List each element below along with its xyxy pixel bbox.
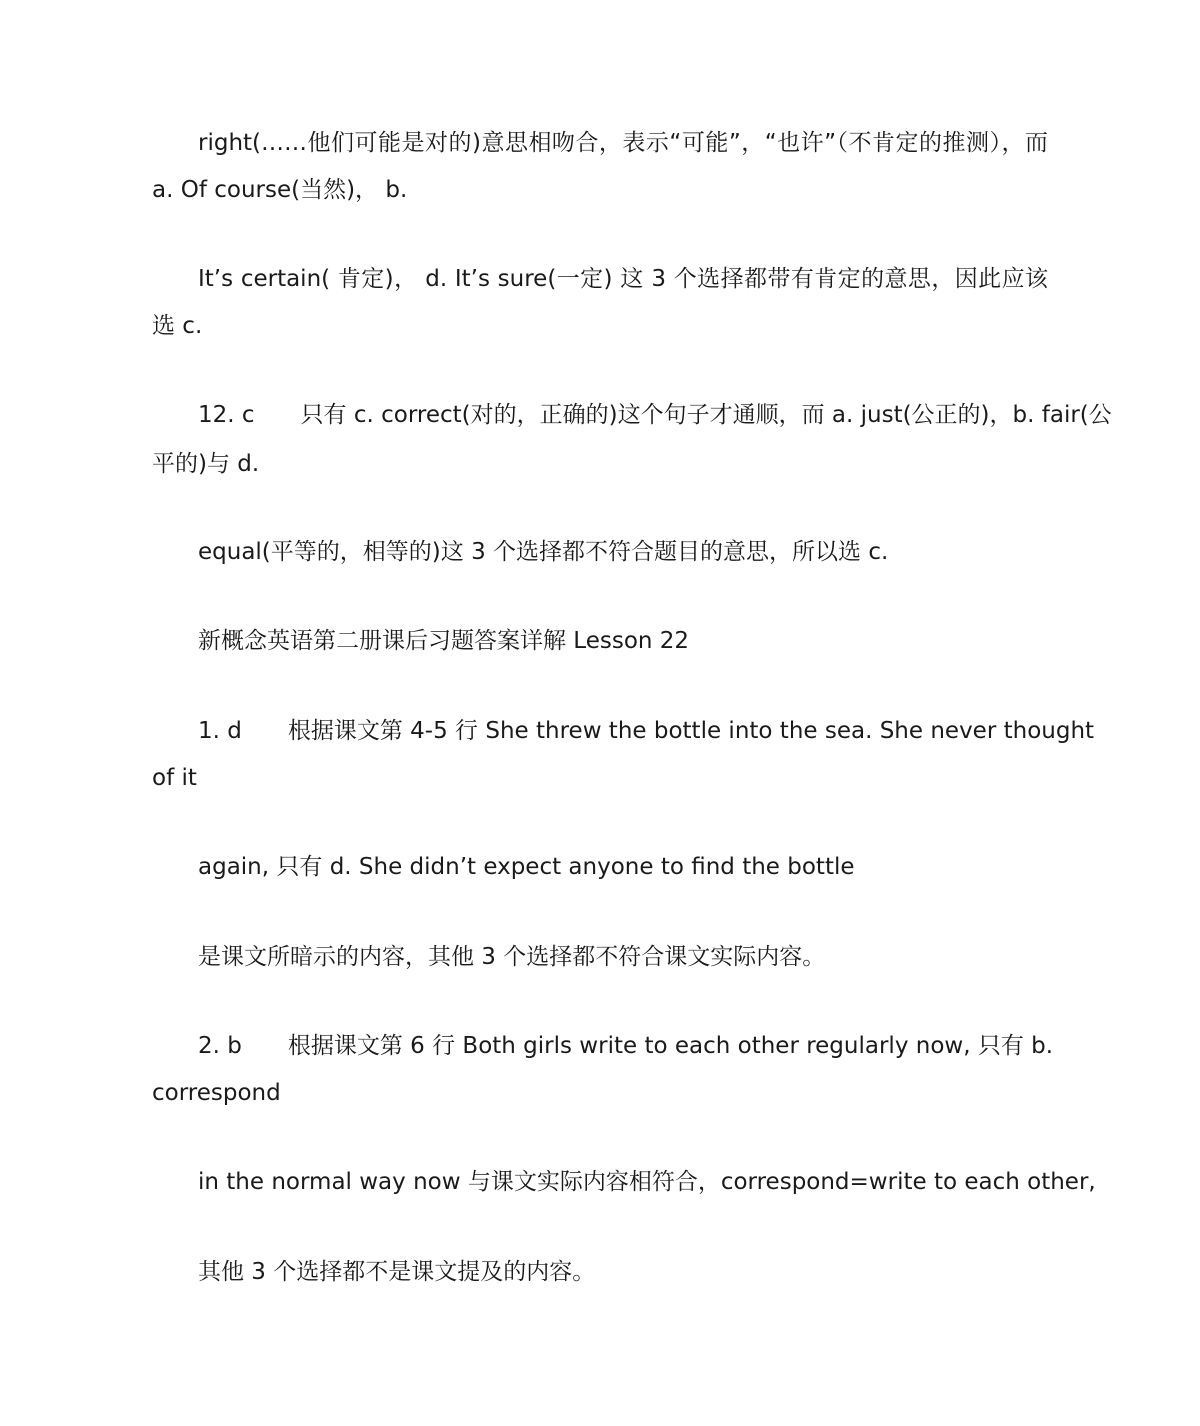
text-line-11: again, 只有 d. She didn’t expect anyone to find the bottle (198, 854, 855, 880)
text-line-3: It’s certain( 肯定)， d. It’s sure(一定) 这 3 个选择都带有肯定的意思，因此应该 (198, 266, 1048, 292)
text-line-1: right(……他们可能是对的)意思相吻合，表示“可能”，“也许”（不肯定的推测），而 (198, 130, 1048, 156)
text-line-13: 2. b 根据课文第 6 行 Both girls write to each other regularly now, 只有 b. (198, 1033, 1054, 1059)
text-line-15: in the normal way now 与课文实际内容相符合，correspond=write to each other, (198, 1169, 1096, 1195)
text-line-12: 是课文所暗示的内容，其他 3 个选择都不符合课文实际内容。 (198, 944, 826, 970)
text-line-5: 12. c 只有 c. correct(对的，正确的)这个句子才通顺，而 a. just(公正的)，b. fair(公 (198, 402, 1112, 428)
text-line-9: 1. d 根据课文第 4-5 行 She threw the bottle into the sea. She never thought (198, 718, 1095, 744)
text-line-16: 其他 3 个选择都不是课文提及的内容。 (198, 1259, 596, 1285)
text-line-6: 平的)与 d. (152, 451, 260, 477)
text-line-10: of it (152, 765, 197, 791)
text-line-4: 选 c. (152, 313, 203, 339)
text-line-14: correspond (152, 1080, 281, 1106)
text-line-7: equal(平等的，相等的)这 3 个选择都不符合题目的意思，所以选 c. (198, 539, 889, 565)
lesson-heading: 新概念英语第二册课后习题答案详解 Lesson 22 (198, 628, 690, 654)
text-line-2: a. Of course(当然)， b. (152, 177, 408, 203)
